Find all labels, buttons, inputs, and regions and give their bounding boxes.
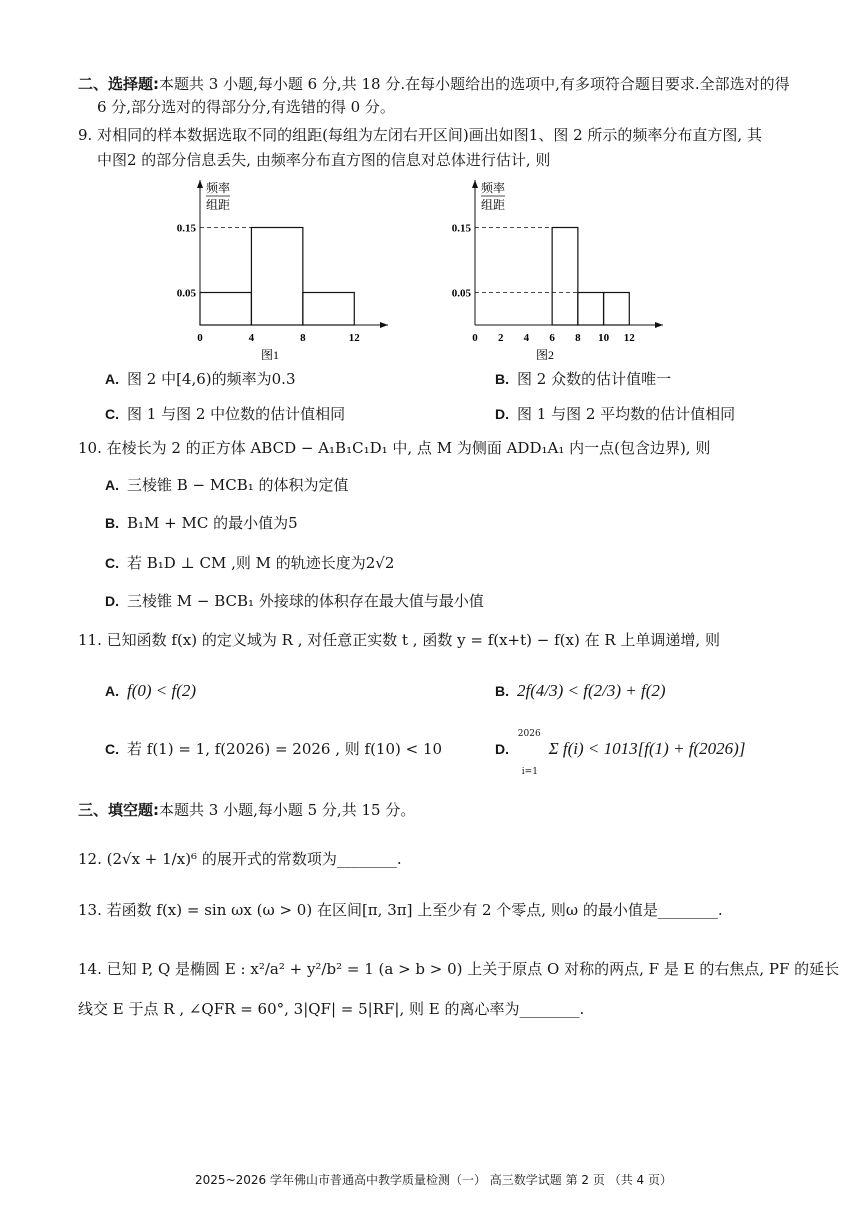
q11-stem: 11. 已知函数 f(x) 的定义域为 R , 对任意正实数 t , 函数 y = f(x+t) − f(x) 在 R 上单调递增, 则 xyxy=(78,631,720,649)
x-tick-label: 10 xyxy=(598,332,610,344)
q14-line1: 14. 已知 P, Q 是椭圆 E : x²/a² + y²/b² = 1 (a > b > 0) 上关于原点 O 对称的两点, F 是 E 的右焦点, PF 的延长 xyxy=(78,960,840,978)
section3-instructions: 本题共 3 小题,每小题 5 分,共 15 分。 xyxy=(159,801,416,819)
q10-option-a[interactable]: A. 三棱锥 B − MCB₁ 的体积为定值 xyxy=(105,476,349,494)
y-label-top: 频率 xyxy=(205,181,231,195)
section3-line xyxy=(78,800,415,820)
histogram-bar xyxy=(200,293,251,326)
figure-caption: 图2 xyxy=(535,348,555,360)
page-footer: 2025~2026 学年佛山市普通高中教学质量检测（一） 高三数学试题 第 2 页 （共 4 页） xyxy=(195,1173,672,1187)
q11-option-a[interactable]: A. f(0) < f(2) xyxy=(105,681,197,700)
y-label-top: 频率 xyxy=(480,181,506,195)
histogram-bar xyxy=(251,228,302,326)
sum-limits xyxy=(517,729,544,777)
x-axis-arrow xyxy=(655,322,663,328)
x-tick-label: 4 xyxy=(248,332,255,344)
y-tick-label: 0.05 xyxy=(176,287,196,300)
q9-stem-line1: 9. 对相同的样本数据选取不同的组距(每组为左闭右开区间)画出如图1、图 2 所示的频率分布直方图, 其 xyxy=(78,126,762,144)
y-tick-label: 0.15 xyxy=(176,222,196,235)
histogram-figure-1 xyxy=(160,175,390,360)
section3-heading: 三、填空题: xyxy=(78,801,159,819)
q10-option-d[interactable]: D. 三棱锥 M − BCB₁ 外接球的体积存在最大值与最小值 xyxy=(105,592,484,610)
x-tick-label: 12 xyxy=(623,332,635,344)
x-axis-arrow xyxy=(380,322,388,328)
q9-option-b[interactable]: B. 图 2 众数的估计值唯一 xyxy=(495,370,672,388)
section2-line2: 6 分,部分选对的得部分分,有选错的得 0 分。 xyxy=(97,98,395,116)
q9-stem-line2: 中图2 的部分信息丢失, 由频率分布直方图的信息对总体进行估计, 则 xyxy=(97,151,551,169)
x-tick-label: 6 xyxy=(549,332,555,344)
x-tick-label: 8 xyxy=(575,332,581,344)
q12-text: 12. (2√x + 1/x)⁶ 的展开式的常数项为________. xyxy=(78,850,402,868)
y-tick-label: 0.15 xyxy=(451,222,471,235)
x-tick-label: 8 xyxy=(300,332,306,344)
q10-option-b[interactable]: B. B₁M + MC 的最小值为5 xyxy=(105,514,298,532)
q9-option-d[interactable]: D. 图 1 与图 2 平均数的估计值相同 xyxy=(495,405,736,423)
section2-instructions: 本题共 3 小题,每小题 6 分,共 18 分.在每小题给出的选项中,有多项符合题目要求.全部选对的得 xyxy=(159,75,790,93)
x-tick-label: 0 xyxy=(472,332,478,344)
q11-option-b[interactable]: B. 2f(4/3) < f(2/3) + f(2) xyxy=(495,681,666,700)
q11-option-d[interactable]: D. 2026 i=1 Σ f(i) < 1013[f(1) + f(2026)] xyxy=(495,738,745,761)
y-label-bottom: 组距 xyxy=(480,198,506,212)
q9-option-c[interactable]: C. 图 1 与图 2 中位数的估计值相同 xyxy=(105,405,346,423)
y-label-bottom: 组距 xyxy=(205,198,231,212)
y-axis-arrow xyxy=(197,180,203,188)
x-tick-label: 0 xyxy=(197,332,203,344)
q10-stem: 10. 在棱长为 2 的正方体 ABCD − A₁B₁C₁D₁ 中, 点 M 为侧面 ADD₁A₁ 内一点(包含边界), 则 xyxy=(78,439,711,457)
x-tick-label: 2 xyxy=(497,332,504,344)
sum-upper-limit: 2026 xyxy=(517,729,541,739)
y-axis-arrow xyxy=(472,180,478,188)
q9-option-a[interactable]: A. 图 2 中[4,6)的频率为0.3 xyxy=(105,370,296,388)
x-tick-label: 12 xyxy=(348,332,360,344)
y-tick-label: 0.05 xyxy=(451,287,471,300)
x-tick-label: 4 xyxy=(523,332,530,344)
q13-text: 13. 若函数 f(x) = sin ωx (ω > 0) 在区间[π, 3π] 上至少有 2 个零点, 则ω 的最小值是________. xyxy=(78,901,723,919)
histogram-bar xyxy=(303,293,354,326)
figure-caption: 图1 xyxy=(260,348,280,360)
sum-lower-limit: i=1 xyxy=(521,767,538,777)
histogram-bar xyxy=(552,228,578,326)
section2-line1 xyxy=(78,74,790,94)
histogram-bar xyxy=(604,293,630,326)
histogram-bar xyxy=(578,293,604,326)
q14-line2: 线交 E 于点 R , ∠QFR = 60°, 3|QF| = 5|RF|, 则 E 的离心率为________. xyxy=(78,1000,585,1018)
q10-option-c[interactable]: C. 若 B₁D ⊥ CM ,则 M 的轨迹长度为2√2 xyxy=(105,554,395,572)
histogram-figure-2 xyxy=(435,175,665,360)
q11-option-c[interactable]: C. 若 f(1) = 1, f(2026) = 2026 , 则 f(10) < 10 xyxy=(105,740,443,758)
section2-heading: 二、选择题: xyxy=(78,75,159,93)
